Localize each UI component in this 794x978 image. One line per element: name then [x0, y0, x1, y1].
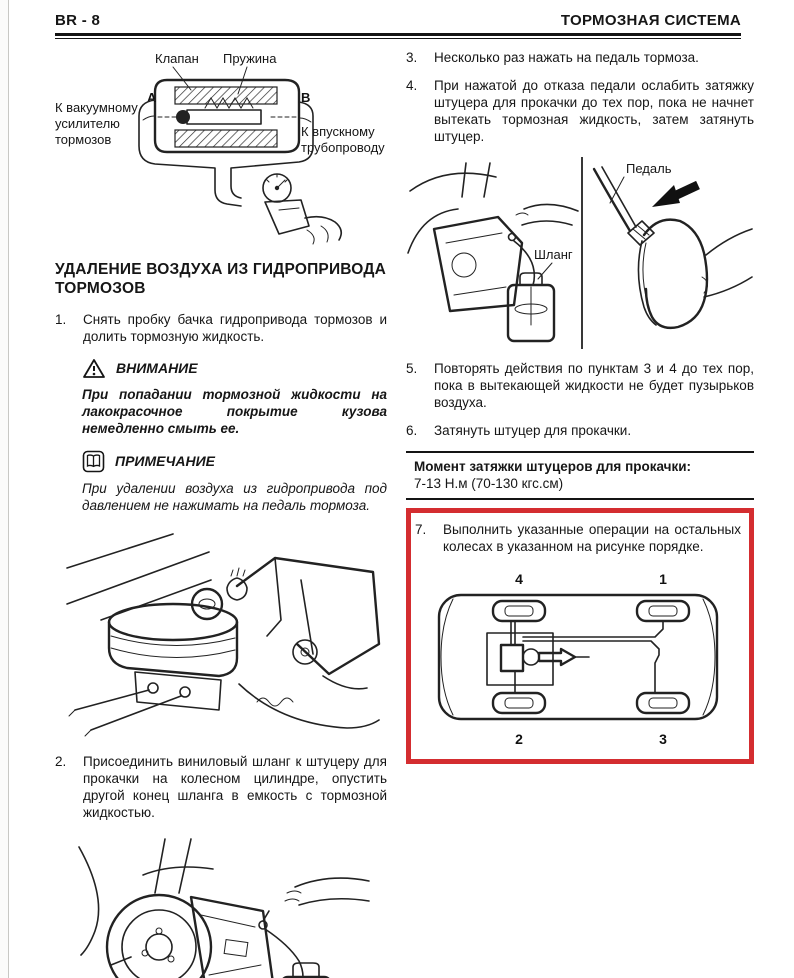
step-5-number: 5.	[406, 361, 418, 376]
step-6-text: Затянуть штуцер для прокачки.	[434, 423, 632, 438]
step-7-text: Выполнить указанные операции на остальных колесах в указанном на рисунке порядке.	[443, 522, 741, 554]
step-3-text: Несколько раз нажать на педаль тормоза.	[434, 50, 699, 65]
right-column	[406, 38, 754, 764]
reservoir-diagram	[61, 524, 383, 742]
step-5	[406, 360, 754, 411]
to-intake-pipe-label-2: трубопроводу	[301, 140, 385, 155]
note-title: ПРИМЕЧАНИЕ	[115, 453, 216, 470]
check-valve-diagram	[55, 50, 387, 246]
valve-label: Клапан	[155, 51, 199, 66]
step-3	[406, 49, 754, 66]
page-header	[55, 12, 741, 39]
hose-label: Шланг	[534, 247, 573, 262]
bleeding-diagram	[406, 157, 754, 349]
left-column	[55, 50, 387, 978]
warning-text: При попадании тормозной жидкости на лакокрасочное покрытие кузова немедленно смыть ее.	[82, 386, 387, 436]
note-text: При удалении воздуха из гидропривода под давлением не нажимать на педаль тормоза.	[82, 480, 387, 513]
order-number-top-right: 1	[659, 571, 667, 587]
step-2-number: 2.	[55, 753, 67, 769]
step-1	[55, 311, 387, 345]
step-4-text: При нажатой до отказа педали ослабить затяжку штуцера для прокачки до тех пор, пока не начнет вытекать тормозная жидкость, затем затянуть штуцер.	[434, 78, 754, 144]
check-valve-figure	[55, 50, 387, 246]
order-number-top-left: 4	[515, 571, 523, 587]
caliper-diagram	[73, 835, 373, 978]
order-number-bottom-right: 3	[659, 731, 667, 747]
step-5-text: Повторять действия по пунктам 3 и 4 до тех пор, пока в вытекающей жидкости не будет пузырьков воздуха.	[434, 361, 754, 410]
spring-label: Пружина	[223, 51, 277, 66]
pedal-label: Педаль	[626, 161, 672, 176]
step-1-number: 1.	[55, 311, 67, 327]
highlight-box	[406, 508, 754, 764]
torque-title: Момент затяжки штуцеров для прокачки:	[414, 459, 692, 474]
port-b-label: В	[301, 90, 311, 105]
to-vacuum-booster-label-1: К вакуумному	[55, 100, 138, 115]
order-number-bottom-left: 2	[515, 731, 523, 747]
bleeding-figure	[406, 157, 754, 349]
page-title: ТОРМОЗНАЯ СИСТЕМА	[560, 12, 741, 29]
torque-spec	[406, 451, 754, 500]
to-vacuum-booster-label-2: усилителю	[55, 116, 120, 131]
warning-title: ВНИМАНИЕ	[116, 360, 198, 377]
step-2-text: Присоединить виниловый шланг к штуцеру для прокачки на колесном цилиндре, опустить другой конец шланга в емкость с тормозной жидкостью.	[83, 753, 387, 820]
warning-triangle-icon	[82, 358, 106, 379]
step-6-number: 6.	[406, 423, 418, 438]
note-header	[82, 450, 387, 473]
torque-value: 7-13 Н.м (70-130 кгс.см)	[414, 476, 564, 491]
port-a-label: А	[147, 90, 157, 105]
section-heading: УДАЛЕНИЕ ВОЗДУХА ИЗ ГИДРОПРИВОДА ТОРМОЗОВ	[55, 261, 386, 297]
bleeding-order-figure	[415, 571, 741, 747]
page-code: BR - 8	[55, 12, 101, 29]
step-7-number: 7.	[415, 522, 427, 537]
to-intake-pipe-label-1: К впускному	[301, 124, 375, 139]
step-6	[406, 422, 754, 439]
step-3-number: 3.	[406, 50, 418, 65]
step-7	[415, 521, 741, 555]
to-vacuum-booster-label-3: тормозов	[55, 132, 112, 147]
note-book-icon	[82, 450, 105, 473]
step-1-text: Снять пробку бачка гидропривода тормозов и долить тормозную жидкость.	[83, 311, 387, 344]
caliper-figure	[73, 835, 387, 978]
step-4-number: 4.	[406, 78, 418, 93]
reservoir-figure	[61, 524, 387, 742]
step-2	[55, 753, 387, 821]
bleeding-order-diagram	[427, 571, 729, 747]
step-4	[406, 77, 754, 145]
warning-header	[82, 358, 387, 379]
scan-edge	[0, 0, 9, 978]
